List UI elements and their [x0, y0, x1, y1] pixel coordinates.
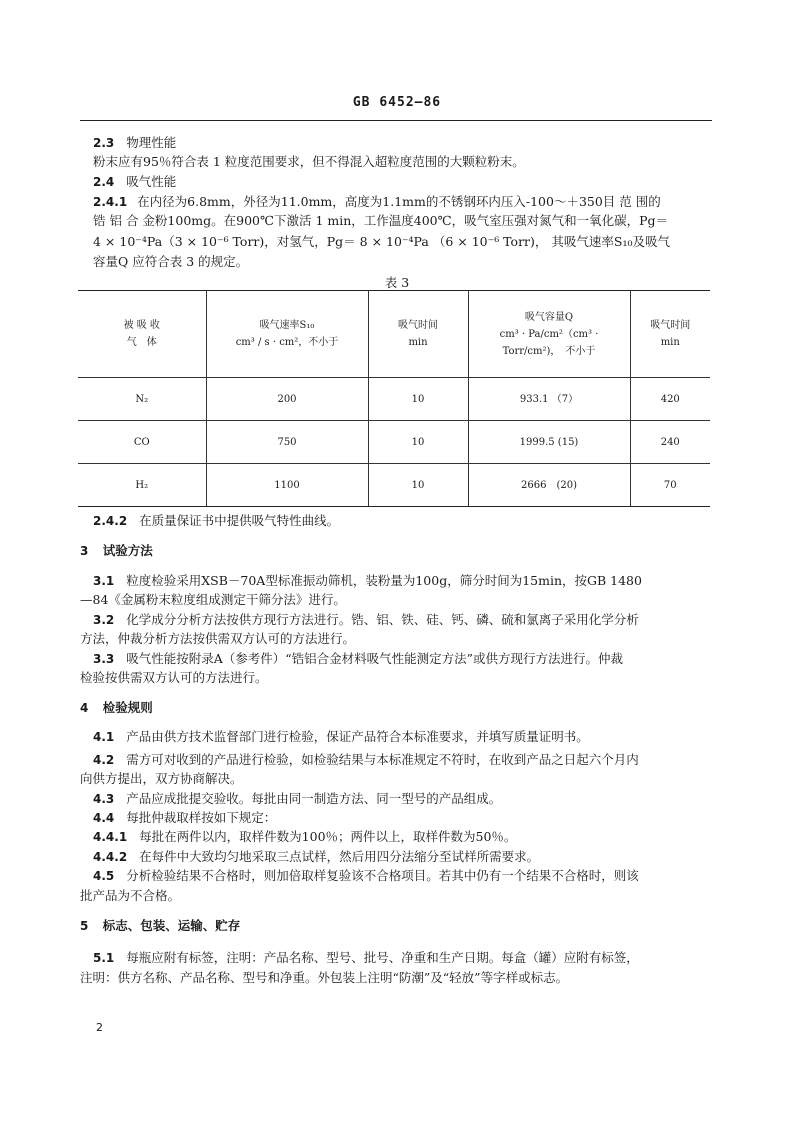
section-title: 标志、包装、运输、贮存 [102, 918, 241, 933]
paragraph-line: 方法，仲裁分析方法按供需双方认可的方法进行。 [80, 631, 356, 646]
clause-4-3 [93, 789, 501, 809]
header-line: cm³ · Pa/cm²（cm³ · [499, 328, 599, 340]
paragraph: 每批仲裁取样按如下规定： [126, 810, 277, 825]
chapter-4-heading [80, 698, 153, 718]
clause-4-4-1 [93, 827, 516, 847]
paragraph: 产品应成批提交验收。每批由同一制造方法、同一型号的产品组成。 [126, 791, 502, 806]
section-number: 4.4 [93, 811, 115, 825]
section-number: 5.1 [93, 951, 115, 965]
cell-rate: 200 [206, 378, 368, 421]
paragraph-line: 吸气性能按附录A（参考件）“锆铝合金材料吸气性能测定方法”或供方现行方法进行。仲裁 [126, 651, 624, 666]
clause-4-2 [93, 750, 639, 770]
paragraph: 在每件中大致均匀地采取三点试样，然后用四分法缩分至试样所需要求。 [139, 849, 540, 864]
clause-4-1 [93, 727, 589, 747]
paragraph: 在质量保证书中提供吸气特性曲线。 [139, 513, 340, 528]
table-row [78, 421, 710, 464]
header-line: cm³ / s · cm²，不小于 [235, 337, 339, 348]
section-2-4-heading [93, 172, 176, 192]
header-rule [80, 120, 712, 121]
table-header-row [78, 291, 710, 378]
header-line: min [408, 337, 428, 348]
clause-5-1 [93, 948, 639, 968]
cell-rate: 750 [206, 421, 368, 464]
page-number: 2 [96, 1021, 103, 1034]
chapter-3-heading [80, 541, 153, 561]
section-number: 3.2 [93, 613, 115, 627]
clause-2-4-2 [93, 511, 339, 531]
section-number: 3.1 [93, 574, 115, 588]
header-capacity [468, 291, 630, 378]
paragraph-line: 容量Q 应符合表 3 的规定。 [93, 254, 249, 269]
section-2-3-heading [93, 133, 176, 153]
table-row [78, 378, 710, 421]
standard-header: GB 6452—86 [352, 95, 442, 110]
paragraph-line: 在内径为6.8mm，外径为11.0mm，高度为1.1mm的不锈钢环内压入-100～＋350目 范 围的 [137, 194, 661, 209]
cell-time: 10 [368, 421, 468, 464]
header-line: 吸气速率S₁₀ [259, 320, 315, 331]
paragraph-line: 需方可对收到的产品进行检验，如检验结果与本标准规定不符时，在收到产品之日起六个月内 [126, 752, 639, 767]
gettering-table [78, 290, 710, 507]
header-line: min [660, 337, 680, 348]
section-number: 4.2 [93, 753, 115, 767]
section-title: 试验方法 [102, 543, 153, 558]
clause-3-2 [93, 610, 639, 630]
cell-capacity: 1999.5 (15) [468, 421, 630, 464]
section-number: 4.4.2 [93, 850, 128, 864]
paragraph-line: 锆 铝 合 金粉100mg。在900℃下激活 1 min，工作温度400℃，吸气室压强对氮气和一氧化碳，Pg＝ [93, 213, 669, 228]
paragraph-line: —84《金属粉末粒度组成测定干筛分法》进行。 [80, 592, 346, 607]
header-line: 气 体 [126, 337, 157, 348]
paragraph-line: 4 × 10⁻⁴Pa（3 × 10⁻⁶ Torr)，对氢气，Pg＝ 8 × 10⁻⁴Pa （6 × 10⁻⁶ Torr)， 其吸气速率S₁₀及吸气 [93, 234, 670, 249]
cell-time: 10 [368, 464, 468, 507]
section-title: 检验规则 [102, 700, 153, 715]
paragraph: 每批在两件以内，取样件数为100％；两件以上，取样件数为50％。 [139, 829, 517, 844]
paragraph: 产品由供方技术监督部门进行检验，保证产品符合本标准要求，并填写质量证明书。 [126, 729, 589, 744]
clause-2-4-1 [93, 192, 661, 212]
paragraph-line: 化学成分分析方法按供方现行方法进行。锆、铝、铁、硅、钙、磷、硫和氯离子采用化学分析 [126, 612, 639, 627]
table-row [78, 464, 710, 507]
section-title: 物理性能 [126, 135, 177, 150]
section-number: 3 [80, 544, 89, 558]
cell-capacity: 2666 (20) [468, 464, 630, 507]
header-line: 吸气时间 [398, 320, 438, 331]
section-number: 2.4.1 [93, 195, 128, 209]
cell-time: 10 [368, 378, 468, 421]
header-line: 被 吸 收 [123, 320, 160, 331]
section-number: 4.5 [93, 869, 115, 883]
section-title: 吸气性能 [126, 174, 177, 189]
section-number: 4.1 [93, 730, 115, 744]
paragraph-line: 批产品为不合格。 [80, 888, 181, 903]
paragraph-line: 粒度检验采用XSB－70A型标准振动筛机，装粉量为100g，筛分时间为15min，按GB 1480 [126, 573, 642, 588]
header-line: 吸气容量Q [524, 311, 574, 323]
cell-gas: N₂ [78, 378, 206, 421]
clause-3-1 [93, 571, 642, 591]
header-time [368, 291, 468, 378]
header-gas [78, 291, 206, 378]
table-title: 表 3 [384, 275, 410, 290]
header-line: 吸气时间 [650, 320, 691, 331]
header-rate [206, 291, 368, 378]
header-time-2 [630, 291, 710, 378]
cell-time-2: 420 [630, 378, 710, 421]
cell-gas: H₂ [78, 464, 206, 507]
cell-time-2: 70 [630, 464, 710, 507]
paragraph-line: 检验按供需双方认可的方法进行。 [80, 670, 268, 685]
section-number: 2.3 [93, 136, 115, 150]
clause-4-4-2 [93, 847, 539, 867]
section-number: 5 [80, 919, 89, 933]
cell-time-2: 240 [630, 421, 710, 464]
section-number: 4 [80, 701, 89, 715]
cell-capacity: 933.1 （7） [468, 378, 630, 421]
section-number: 2.4 [93, 175, 115, 189]
clause-4-5 [93, 866, 639, 886]
section-number: 2.4.2 [93, 514, 128, 528]
chapter-5-heading [80, 916, 240, 936]
section-number: 4.4.1 [93, 830, 128, 844]
clause-4-4 [93, 808, 276, 828]
paragraph-line: 注明：供方名称、产品名称、型号和净重。外包装上注明“防潮”及“轻放”等字样或标志。 [80, 970, 569, 985]
paragraph-line: 分析检验结果不合格时，则加倍取样复验该不合格项目。若其中仍有一个结果不合格时，则该 [126, 868, 639, 883]
clause-3-3 [93, 649, 623, 669]
paragraph-line: 每瓶应附有标签，注明：产品名称、型号、批号、净重和生产日期。每盒（罐）应附有标签， [126, 950, 639, 965]
header-line: Torr/cm²)， 不小于 [502, 345, 596, 357]
paragraph-line: 向供方提出，双方协商解决。 [80, 771, 243, 786]
section-number: 3.3 [93, 652, 115, 666]
cell-rate: 1100 [206, 464, 368, 507]
cell-gas: CO [78, 421, 206, 464]
section-number: 4.3 [93, 792, 115, 806]
paragraph: 粉末应有95％符合表 1 粒度范围要求，但不得混入超粒度范围的大颗粒粉末。 [93, 154, 525, 169]
